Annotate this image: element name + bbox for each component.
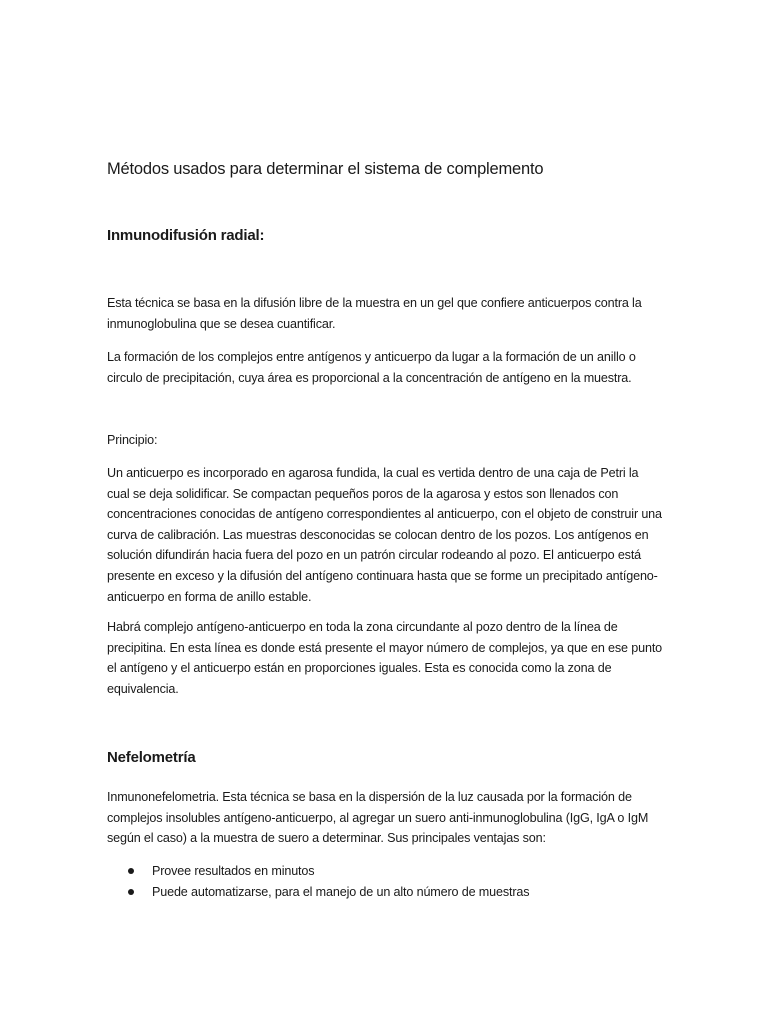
principle-label: Principio: xyxy=(107,433,158,447)
section-heading-inmunodifusion: Inmunodifusión radial: xyxy=(107,227,265,244)
bullet-icon xyxy=(128,868,134,874)
list-item xyxy=(107,882,529,903)
bullet-icon xyxy=(128,889,134,895)
paragraph: Un anticuerpo es incorporado en agarosa fundida, la cual es vertida dentro de una caja de Petri la cual se deja solidificar. Se compactan pequeños poros de la agarosa y estos son llenados con concentraciones conocidas de antígeno correspondientes al anticuerpo, con el objeto de construir una curva de calibración. Las muestras desconocidas se colocan dentro de los pozos. Los antígenos en solución difundirán hacia fuera del pozo en un patrón circular rodeando al pozo. El anticuerpo está presente en exceso y la difusión del antígeno continuara hasta que se forme un precipitado antígeno-anticuerpo en forma de anillo estable. xyxy=(107,466,662,604)
paragraph: La formación de los complejos entre antígenos y anticuerpo da lugar a la formación de un anillo o circulo de precipitación, cuya área es proporcional a la concentración de antígeno en la muestra. xyxy=(107,350,636,385)
paragraph: Inmunonefelometria. Esta técnica se basa en la dispersión de la luz causada por la formación de complejos insolubles antígeno-anticuerpo, al agregar un suero anti-inmunoglobulina (IgG, IgA o IgM según el caso) a la muestra de suero a determinar. Sus principales ventajas son: xyxy=(107,790,649,846)
list-item xyxy=(107,861,529,882)
list-item-text: Provee resultados en minutos xyxy=(152,864,315,878)
section-heading-nefelometria: Nefelometría xyxy=(107,749,196,766)
list-item-text: Puede automatizarse, para el manejo de un alto número de muestras xyxy=(152,885,530,899)
paragraph: Esta técnica se basa en la difusión libre de la muestra en un gel que confiere anticuerpos contra la inmunoglobulina que se desea cuantificar. xyxy=(107,296,642,331)
advantages-list xyxy=(107,861,529,903)
document-title: Métodos usados para determinar el sistema de complemento xyxy=(107,160,544,178)
paragraph: Habrá complejo antígeno-anticuerpo en toda la zona circundante al pozo dentro de la línea de precipitina. En esta línea es donde está presente el mayor número de complejos, ya que en ese punto el antígeno y el anticuerpo están en proporciones iguales. Esta es conocida como la zona de equivalencia. xyxy=(107,620,663,696)
